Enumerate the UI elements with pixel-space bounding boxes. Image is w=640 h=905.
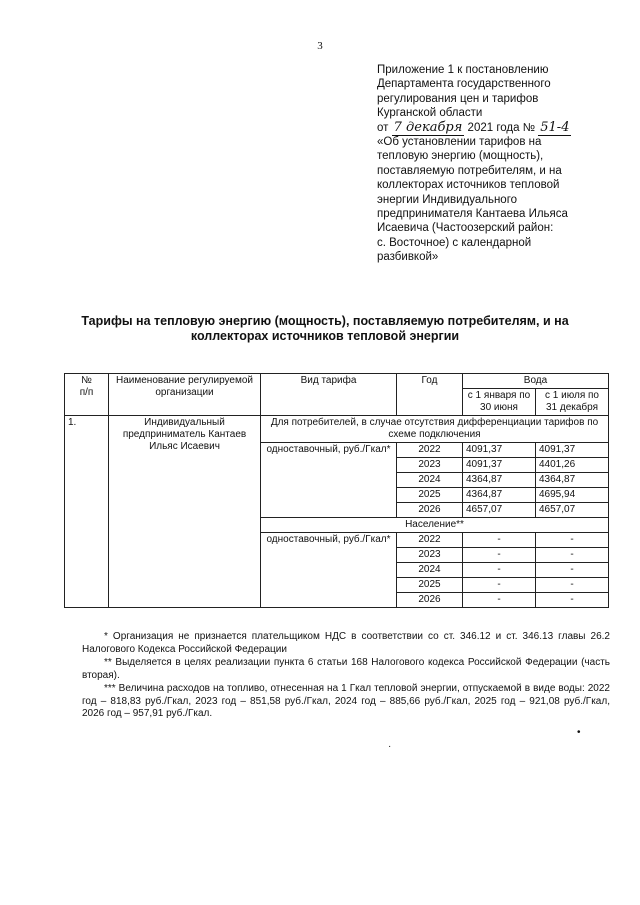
row-number: 1.: [65, 416, 109, 608]
value-h2: -: [536, 563, 609, 578]
value-h1: 4364,87: [463, 473, 536, 488]
appendix-block: [377, 63, 612, 265]
header-row-1: [65, 374, 609, 389]
value-h2: 4364,87: [536, 473, 609, 488]
appendix-date-line: [377, 121, 612, 135]
subject-line: с. Восточное) с календарной: [377, 236, 532, 249]
header-period-2: с 1 июля по 31 декабря: [536, 389, 609, 416]
appendix-line-1: Приложение 1 к постановлению: [377, 64, 549, 76]
footnote-vat: * Организация не признается плательщиком НДС в соответствии со ст. 346.12 и ст. 346.13 главы 26.2 Налогового Кодекса Российской Федерации: [82, 631, 610, 655]
document-title: [70, 314, 580, 344]
value-h2: 4091,37: [536, 443, 609, 458]
handwritten-date: 7 декабря: [393, 119, 463, 135]
section2-label: Население**: [261, 518, 609, 533]
year-cell: 2022: [397, 533, 463, 548]
value-h1: -: [463, 563, 536, 578]
year-cell: 2024: [397, 563, 463, 578]
scan-mark: ·: [388, 741, 392, 752]
section1-tariff: одноставочный, руб./Гкал*: [261, 443, 397, 518]
header-year: Год: [397, 374, 463, 416]
value-h2: -: [536, 593, 609, 608]
year-cell: 2022: [397, 443, 463, 458]
year-text: 2021 года №: [467, 121, 536, 134]
year-cell: 2023: [397, 548, 463, 563]
value-h2: 4401,26: [536, 458, 609, 473]
value-h1: 4091,37: [463, 443, 536, 458]
value-h2: -: [536, 548, 609, 563]
header-org: Наименование регулируемой организации: [109, 374, 261, 416]
footnotes: [82, 631, 610, 722]
header-period-1: с 1 января по 30 июня: [463, 389, 536, 416]
year-cell: 2026: [397, 593, 463, 608]
date-prefix: от: [377, 121, 389, 134]
value-h1: -: [463, 593, 536, 608]
section1-label-row: [65, 416, 609, 443]
value-h1: 4657,07: [463, 503, 536, 518]
header-water: Вода: [463, 374, 609, 389]
subject-line: энергии Индивидуального: [377, 193, 518, 206]
value-h2: 4657,07: [536, 503, 609, 518]
value-h1: -: [463, 548, 536, 563]
footnote-fuel: *** Величина расходов на топливо, отнесенная на 1 Гкал тепловой энергии, отпускаемой в виде воды: 2022 год – 818,83 руб./Гкал, 2023 год – 851,58 руб./Гкал, 2024 год – 885,66 руб./Гкал, 2025 год – 921,08 руб./Гкал, 2026 год – 957,91 руб./Гкал.: [82, 683, 610, 719]
subject-line: поставляемую потребителям, и на: [377, 164, 562, 177]
subject-line: предпринимателя Кантаева Ильяса: [377, 208, 568, 221]
value-h2: 4695,94: [536, 488, 609, 503]
org-name: Индивидуальный предприниматель Кантаев Ильяс Исаевич: [109, 416, 261, 608]
year-cell: 2024: [397, 473, 463, 488]
value-h2: -: [536, 533, 609, 548]
year-cell: 2025: [397, 578, 463, 593]
page-number: 3: [317, 40, 323, 52]
header-num: № п/п: [65, 374, 109, 416]
subject-line: разбивкой»: [377, 251, 439, 264]
year-cell: 2023: [397, 458, 463, 473]
scan-mark: •: [577, 727, 581, 738]
section1-label: Для потребителей, в случае отсутствия дифференциации тарифов по схеме подключения: [261, 416, 609, 443]
appendix-line-2: Департамента государственного: [377, 78, 551, 91]
value-h1: -: [463, 533, 536, 548]
tariff-table: [64, 373, 609, 608]
handwritten-number: 51-4: [540, 119, 570, 135]
section2-tariff: одноставочный, руб./Гкал*: [261, 533, 397, 608]
subject-line: коллекторах источников тепловой: [377, 179, 560, 192]
title-line-2: коллекторах источников тепловой энергии: [190, 329, 460, 343]
value-h2: -: [536, 578, 609, 593]
title-line-1: Тарифы на тепловую энергию (мощность), поставляемую потребителям, и на: [81, 314, 569, 328]
value-h1: 4364,87: [463, 488, 536, 503]
appendix-line-3: регулирования цен и тарифов: [377, 92, 539, 105]
value-h1: -: [463, 578, 536, 593]
subject-line: тепловую энергию (мощность),: [377, 150, 544, 163]
subject-line: Исаевича (Частоозерский район:: [377, 222, 554, 235]
year-cell: 2026: [397, 503, 463, 518]
subject-line: «Об установлении тарифов на: [377, 136, 542, 149]
value-h1: 4091,37: [463, 458, 536, 473]
header-tariff-type: Вид тарифа: [261, 374, 397, 416]
footnote-population: ** Выделяется в целях реализации пункта 6 статьи 168 Налогового кодекса Российской Федерации (часть вторая).: [82, 657, 610, 681]
year-cell: 2025: [397, 488, 463, 503]
appendix-line-4: Курганской области: [377, 107, 483, 120]
